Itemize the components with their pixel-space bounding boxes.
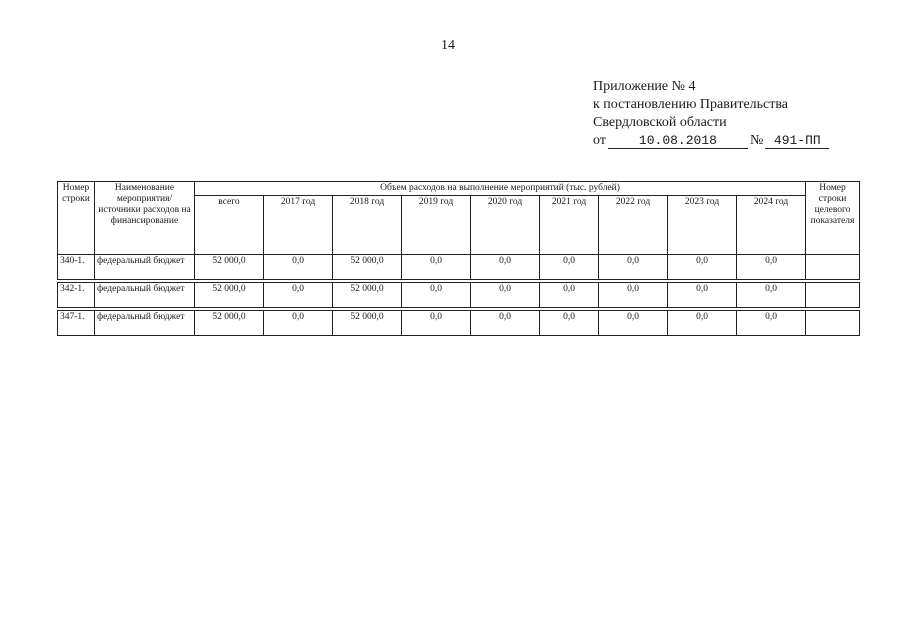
table-row (58, 283, 860, 308)
header-2022: 2022 год (599, 196, 668, 255)
cell-2020: 0,0 (471, 255, 540, 280)
decree-number: 491-ПП (765, 134, 829, 149)
approval-line-decree: к постановлению Правительства (593, 97, 789, 112)
cell-2018: 52 000,0 (333, 311, 402, 336)
cell-row-number: 340-1. (58, 255, 95, 280)
cell-2022: 0,0 (599, 283, 668, 308)
approval-block (593, 78, 829, 150)
cell-2024: 0,0 (737, 311, 806, 336)
expenses-table (57, 181, 860, 336)
cell-2018: 52 000,0 (333, 255, 402, 280)
cell-2019: 0,0 (402, 255, 471, 280)
cell-2022: 0,0 (599, 255, 668, 280)
cell-source: федеральный бюджет (95, 311, 195, 336)
header-2020: 2020 год (471, 196, 540, 255)
cell-2024: 0,0 (737, 255, 806, 280)
header-2021: 2021 год (540, 196, 599, 255)
cell-target (806, 255, 860, 280)
cell-2023: 0,0 (668, 283, 737, 308)
number-label: № (749, 133, 764, 148)
cell-row-number: 347-1. (58, 311, 95, 336)
cell-2022: 0,0 (599, 311, 668, 336)
approval-date-line (593, 132, 829, 150)
table-header-row (58, 182, 860, 196)
cell-2020: 0,0 (471, 311, 540, 336)
cell-total: 52 000,0 (195, 283, 264, 308)
header-2023: 2023 год (668, 196, 737, 255)
cell-target (806, 311, 860, 336)
cell-2017: 0,0 (264, 255, 333, 280)
cell-2017: 0,0 (264, 283, 333, 308)
approval-title: Приложение № 4 (593, 79, 696, 94)
page-number: 14 (441, 38, 455, 53)
cell-2017: 0,0 (264, 311, 333, 336)
table-row (58, 255, 860, 280)
header-target-row: Номер строки целевого показателя (806, 182, 860, 255)
cell-2018: 52 000,0 (333, 283, 402, 308)
cell-2021: 0,0 (540, 311, 599, 336)
header-name: Наименование мероприятия/ источники расходов на финансирование (95, 182, 195, 255)
header-2024: 2024 год (737, 196, 806, 255)
cell-target (806, 283, 860, 308)
cell-2019: 0,0 (402, 311, 471, 336)
header-total: всего (195, 196, 264, 255)
header-volume: Объем расходов на выполнение мероприятий (тыс. рублей) (195, 182, 806, 196)
header-2019: 2019 год (402, 196, 471, 255)
cell-total: 52 000,0 (195, 255, 264, 280)
header-row-number: Номер строки (58, 182, 95, 255)
cell-2023: 0,0 (668, 255, 737, 280)
cell-total: 52 000,0 (195, 311, 264, 336)
cell-2024: 0,0 (737, 283, 806, 308)
cell-2021: 0,0 (540, 255, 599, 280)
cell-2023: 0,0 (668, 311, 737, 336)
cell-row-number: 342-1. (58, 283, 95, 308)
from-label: от (593, 133, 606, 148)
cell-2021: 0,0 (540, 283, 599, 308)
table-row (58, 311, 860, 336)
decree-date: 10.08.2018 (608, 134, 748, 149)
cell-source: федеральный бюджет (95, 255, 195, 280)
cell-2020: 0,0 (471, 283, 540, 308)
cell-source: федеральный бюджет (95, 283, 195, 308)
cell-2019: 0,0 (402, 283, 471, 308)
approval-line-region: Свердловской области (593, 115, 727, 130)
header-2018: 2018 год (333, 196, 402, 255)
header-2017: 2017 год (264, 196, 333, 255)
